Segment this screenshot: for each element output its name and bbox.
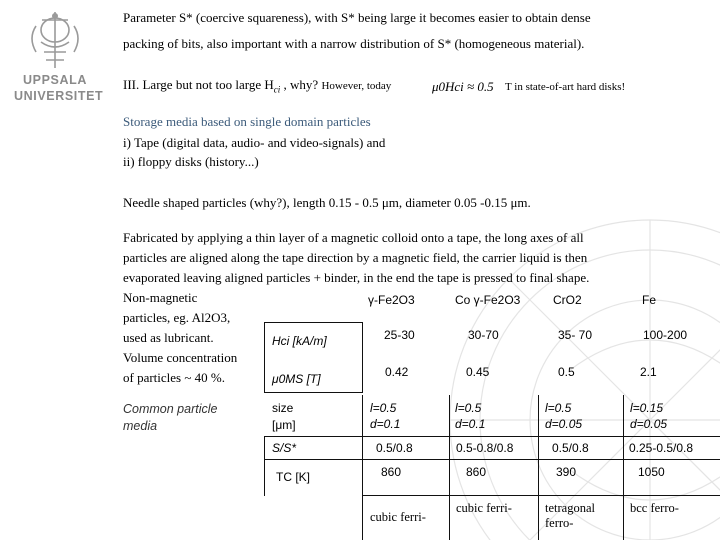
size-l-cell — [370, 401, 396, 415]
watermark-seal-icon — [420, 170, 720, 540]
table-header: CrO2 — [553, 293, 582, 307]
size-l-cell — [455, 401, 481, 415]
size-l-value: l=0.5 — [455, 401, 482, 415]
order-cell: cubic ferri- — [456, 501, 512, 515]
common-media-line2: media — [123, 419, 158, 433]
hci-subscript: ci — [273, 84, 281, 95]
ms-cell: 2.1 — [640, 365, 657, 379]
size-l-cell — [545, 401, 571, 415]
ms-cell: 0.42 — [385, 365, 409, 379]
university-name-line1: UPPSALA — [23, 73, 87, 87]
hci-cell: 30-70 — [468, 328, 499, 342]
size-l-value: l=0.5 — [545, 401, 572, 415]
label-bottom-border — [264, 392, 363, 393]
label-divider — [362, 322, 363, 392]
size-d-value: d=0.05 — [630, 417, 668, 431]
large-hci-why: , why? — [280, 77, 319, 92]
storage-title: Storage media based on single domain particles — [123, 114, 371, 129]
coercive-squareness-line2: packing of bits, also important with a narrow distribution of S* (homogeneous material). — [123, 36, 585, 51]
large-hci-main: III. Large but not too large H — [123, 77, 274, 92]
storage-tape: i) Tape (digital data, audio- and video-signals) and — [123, 135, 386, 150]
size-l-cell — [630, 401, 663, 415]
row-label-s: S/S* — [272, 441, 297, 455]
ms-cell: 0.45 — [466, 365, 490, 379]
hci-cell: 35- 70 — [558, 328, 593, 342]
size-d-cell — [630, 417, 667, 431]
sidebar — [0, 0, 110, 540]
order-cell: cubic ferri- — [370, 510, 426, 524]
label-border — [264, 322, 265, 392]
row-label-ms: μ0MS [T] — [272, 372, 321, 386]
grid-line — [264, 436, 720, 437]
s-cell: 0.5/0.8 — [376, 441, 413, 455]
s-cell: 0.5/0.8 — [552, 441, 589, 455]
table-header: γ-Fe2O3 — [368, 293, 415, 307]
university-seal-icon — [12, 8, 98, 72]
row-label-tc: TC [K] — [276, 470, 311, 484]
large-hci-line — [123, 75, 391, 100]
hci-formula: μ0Hci ≈ 0.5 — [432, 79, 494, 94]
label-top-border — [264, 322, 363, 323]
tc-cell: 1050 — [638, 465, 665, 479]
university-name-line2: UNIVERSITET — [14, 89, 104, 103]
table-header: Co γ-Fe2O3 — [455, 293, 521, 307]
tc-cell: 860 — [381, 465, 402, 479]
tc-cell: 390 — [556, 465, 577, 479]
university-name — [14, 72, 104, 104]
common-media-line1: Common particle — [123, 402, 218, 416]
grid-line — [362, 495, 720, 496]
size-d-cell — [370, 417, 400, 431]
nonmagnetic-line1: Non-magnetic — [123, 290, 198, 305]
hci-cell: 100-200 — [643, 328, 688, 342]
grid-line — [264, 459, 720, 460]
grid-line — [623, 395, 624, 540]
nonmagnetic-line5: of particles ~ 40 %. — [123, 370, 225, 385]
row-label-size-unit: [μm] — [272, 418, 296, 432]
fabrication-line2: particles are aligned along the tape direction by a magnetic field, the carrier liquid is then — [123, 250, 588, 265]
size-d-value: d=0.05 — [545, 417, 583, 431]
grid-line — [538, 395, 539, 540]
order-cell: tetragonal — [545, 501, 595, 515]
size-d-cell — [455, 417, 485, 431]
order-cell: bcc ferro- — [630, 501, 679, 515]
hard-disk-note: T in state-of-art hard disks! — [505, 81, 626, 93]
size-l-value: l=0.5 — [370, 401, 397, 415]
order-cell-line2: ferro- — [545, 516, 574, 530]
size-d-value: d=0.1 — [455, 417, 486, 431]
size-d-value: d=0.1 — [370, 417, 401, 431]
row-label-hci: Hci [kA/m] — [272, 334, 327, 348]
fabrication-line3: evaporated leaving aligned particles + binder, in the end the tape is pressed to final shape. — [123, 270, 590, 285]
size-l-value: l=0.15 — [630, 401, 664, 415]
needle-particles: Needle shaped particles (why?), length 0.15 - 0.5 μm, diameter 0.05 -0.15 μm. — [123, 195, 531, 210]
ms-cell: 0.5 — [558, 365, 575, 379]
coercive-squareness-line1: Parameter S* (coercive squareness), with S* being large it becomes easier to obtain dense — [123, 10, 591, 25]
s-cell: 0.25-0.5/0.8 — [629, 441, 694, 455]
grid-line — [362, 459, 363, 496]
grid-line — [264, 436, 265, 496]
nonmagnetic-line2: particles, eg. Al2O3, — [123, 310, 231, 325]
hci-cell: 25-30 — [384, 328, 415, 342]
size-d-cell — [545, 417, 582, 431]
row-label-size: size — [272, 401, 294, 415]
tc-cell: 860 — [466, 465, 487, 479]
table-header: Fe — [642, 293, 657, 307]
nonmagnetic-line4: Volume concentration — [123, 350, 238, 365]
however-today: However, today — [321, 80, 392, 92]
nonmagnetic-line3: used as lubricant. — [123, 330, 214, 345]
storage-floppy: ii) floppy disks (history...) — [123, 154, 259, 169]
grid-line — [449, 395, 450, 540]
fabrication-line1: Fabricated by applying a thin layer of a magnetic colloid onto a tape, the long axes of all — [123, 230, 584, 245]
s-cell: 0.5-0.8/0.8 — [456, 441, 514, 455]
